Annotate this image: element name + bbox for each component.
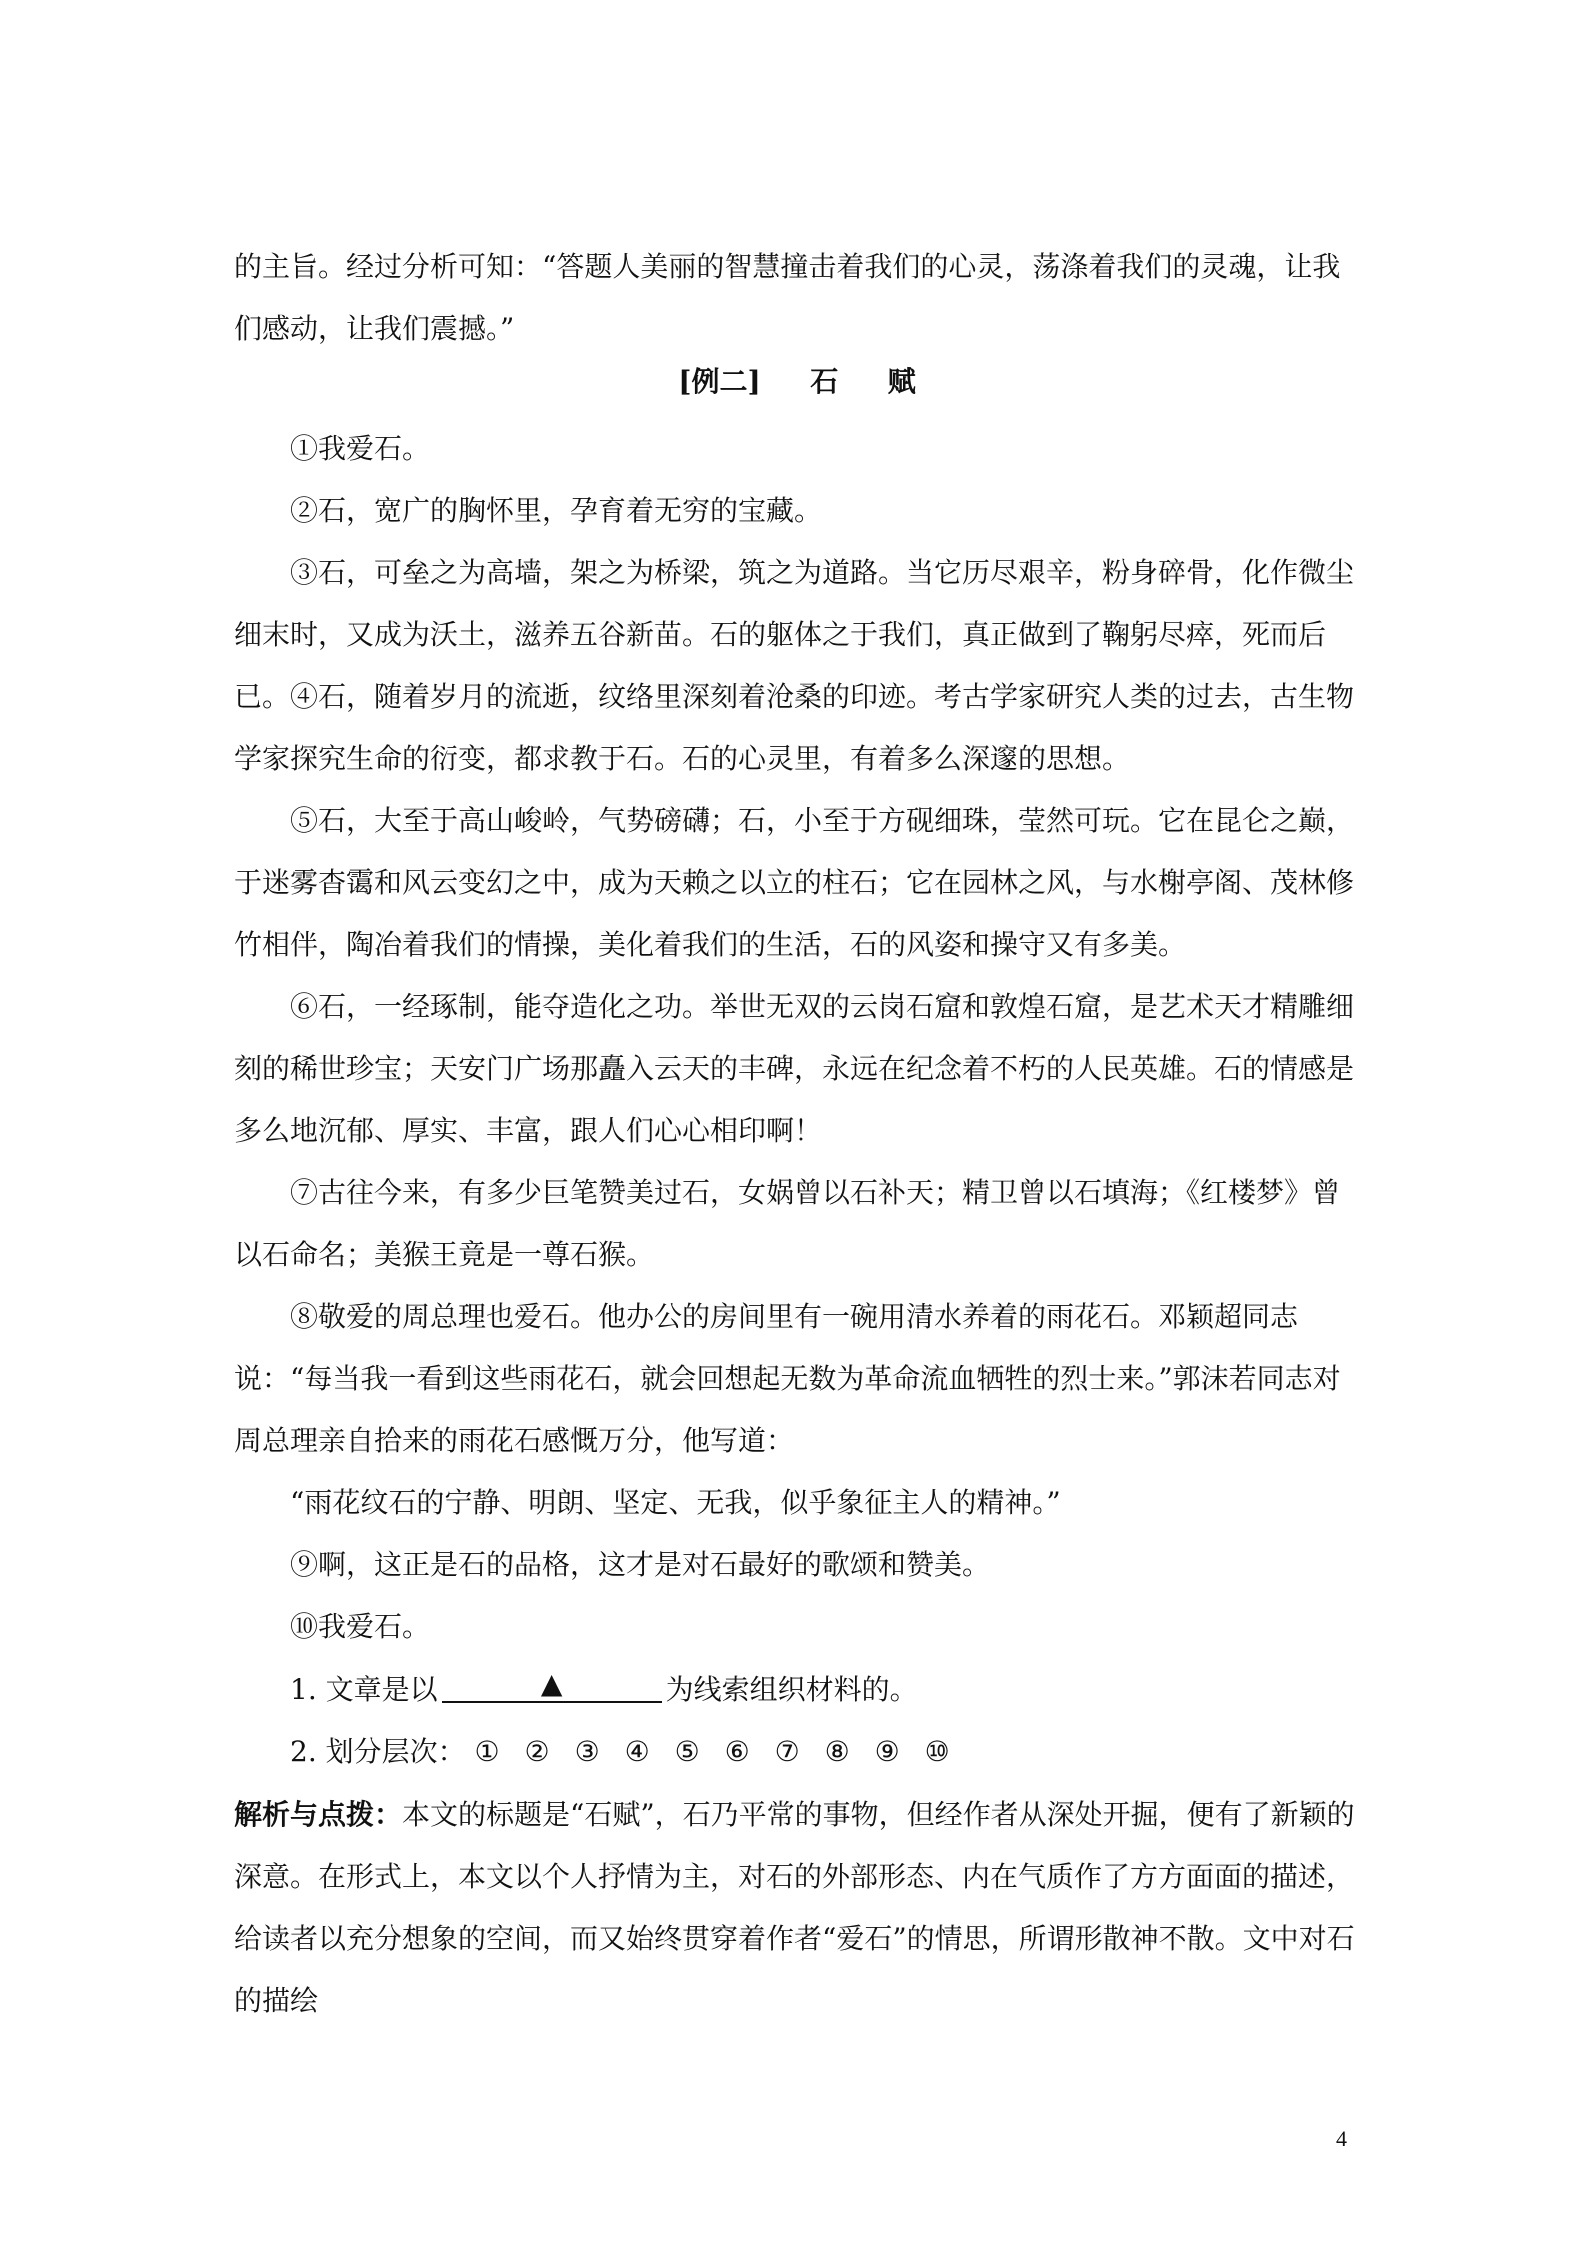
mark-3: ③	[574, 1735, 600, 1768]
mark-10: ⑩	[924, 1735, 950, 1768]
mark-5: ⑤	[674, 1735, 700, 1768]
mark-6: ⑥	[724, 1735, 750, 1768]
mark-7: ⑦	[774, 1735, 800, 1768]
paragraph-9: ⑨啊，这正是石的品格，这才是对石最好的歌颂和赞美。	[290, 1548, 991, 1581]
analysis-text: 本文的标题是“石赋”，石乃平常的事物，但经作者从深处开掘，便有了新颖的深意。在形式上，本文以个人抒情为主，对石的外部形态、内在气质作了方方面面的描述，给读者以充分想象的空间，而又始终贯穿着作者“爱石”的情思，所谓形散神不散。文中对石的描绘	[234, 1798, 1355, 2017]
paragraph-5: ⑤石，大至于高山峻岭，气势磅礴；石，小至于方砚细珠，莹然可玩。它在昆仑之巅，于迷雾杳霭和风云变幻之中，成为天赖之以立的柱石；它在园林之风，与水榭亭阁、茂林修竹相伴，陶冶着我们的情操，美化着我们的生活，石的风姿和操守又有多美。	[234, 804, 1355, 961]
example-title	[0, 352, 1594, 412]
title-char-2: 赋	[887, 365, 916, 398]
paragraph-1: ①我爱石。	[290, 432, 431, 465]
title-char-1: 石	[810, 365, 839, 398]
mark-9: ⑨	[874, 1735, 900, 1768]
answer-blank[interactable]	[442, 1667, 662, 1703]
paragraph-3: ③石，可垒之为高墙，架之为桥梁，筑之为道路。当它历尽艰辛，粉身碎骨，化作微尘细末时，又成为沃土，滋养五谷新苗。石的躯体之于我们，真正做到了鞠躬尽瘁，死而后已。	[234, 556, 1355, 713]
mark-8: ⑧	[824, 1735, 850, 1768]
example-label: [例二]	[678, 365, 761, 398]
poem-quote: “雨花纹石的宁静、明朗、坚定、无我，似乎象征主人的精神。”	[290, 1486, 1061, 1519]
question-1	[290, 1660, 918, 1720]
paragraph-7: ⑦古往今来，有多少巨笔赞美过石，女娲曾以石补天；精卫曾以石填海；《红楼梦》曾以石命名；美猴王竟是一尊石猴。	[234, 1176, 1341, 1271]
triangle-icon: ▲	[540, 1667, 563, 1700]
paragraph-4: ④石，随着岁月的流逝，纹络里深刻着沧桑的印迹。考古学家研究人类的过去，古生物学家探究生命的衍变，都求教于石。石的心灵里，有着多么深邃的思想。	[234, 680, 1355, 775]
paragraph-10: ⑩我爱石。	[290, 1610, 431, 1643]
mark-2: ②	[524, 1735, 550, 1768]
question-2	[290, 1722, 966, 1782]
paragraph-8: ⑧敬爱的周总理也爱石。他办公的房间里有一碗用清水养着的雨花石。邓颖超同志说：“每当我一看到这些雨花石，就会回想起无数为革命流血牺牲的烈士来。”郭沫若同志对周总理亲自拾来的雨花石感慨万分，他写道：	[234, 1300, 1341, 1457]
analysis-label: 解析与点拨：	[234, 1798, 403, 1831]
analysis-paragraph	[234, 1784, 1364, 2032]
page-number: 4	[1336, 2126, 1347, 2151]
mark-4: ④	[624, 1735, 650, 1768]
mark-1: ①	[474, 1735, 500, 1768]
intro-paragraph: 的主旨。经过分析可知：“答题人美丽的智慧撞击着我们的心灵，荡涤着我们的灵魂，让我们感动，让我们震撼。”	[234, 250, 1341, 345]
question-1-after: 为线索组织材料的。	[665, 1673, 918, 1706]
question-1-before: 1. 文章是以	[290, 1673, 438, 1706]
question-2-label: 2. 划分层次：	[290, 1735, 466, 1768]
paragraph-2: ②石，宽广的胸怀里，孕育着无穷的宝藏。	[290, 494, 823, 527]
paragraph-marks	[475, 1735, 966, 1768]
paragraph-6: ⑥石，一经琢制，能夺造化之功。举世无双的云岗石窟和敦煌石窟，是艺术天才精雕细刻的稀世珍宝；天安门广场那矗入云天的丰碑，永远在纪念着不朽的人民英雄。石的情感是多么地沉郁、厚实、丰富，跟人们心心相印啊！	[234, 990, 1355, 1147]
